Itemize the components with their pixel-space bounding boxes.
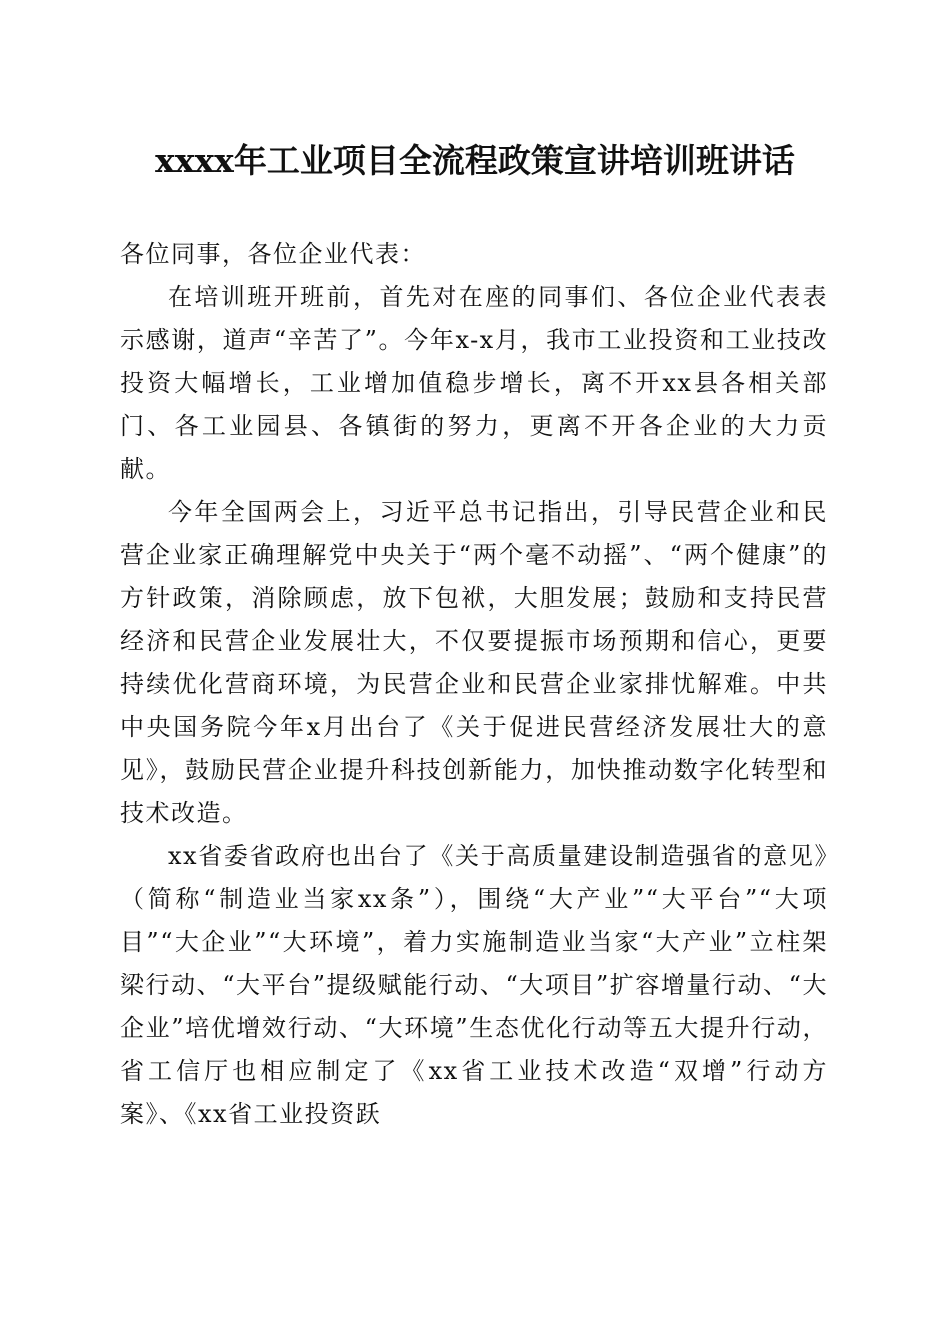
paragraph-3: xx省委省政府也出台了《关于高质量建设制造强省的意见》（简称“制造业当家xx条”），围绕“大产业”“大平台”“大项目”“大企业”“大环境”，着力实施制造业当家“大产业”立柱架梁行动、“大平台”提级赋能行动、“大项目”扩容增量行动、“大企业”培优增效行动、“大环境”生态优化行动等五大提升行动，省工信厅也相应制定了《xx省工业技术改造“双增”行动方案》、《xx省工业投资跃 <box>120 842 828 1128</box>
document-body <box>120 233 828 1136</box>
paragraph-2: 今年全国两会上，习近平总书记指出，引导民营企业和民营企业家正确理解党中央关于“两个毫不动摇”、“两个健康”的方针政策，消除顾虑，放下包袱，大胆发展；鼓励和支持民营经济和民营企业发展壮大，不仅要提振市场预期和信心，更要持续优化营商环境，为民营企业和民营企业家排忧解难。中共中央国务院今年x月出台了《关于促进民营经济发展壮大的意见》，鼓励民营企业提升科技创新能力，加快推动数字化转型和技术改造。 <box>120 498 828 827</box>
paragraph-1: 在培训班开班前，首先对在座的同事们、各位企业代表表示感谢，道声“辛苦了”。今年x-x月，我市工业投资和工业技改投资大幅增长，工业增加值稳步增长，离不开xx县各相关部门、各工业园县、各镇街的努力，更离不开各企业的大力贡献。 <box>120 283 828 483</box>
salutation: 各位同事，各位企业代表： <box>120 240 426 268</box>
document-title: xxxx年工业项目全流程政策宣讲培训班讲话 <box>155 141 795 180</box>
